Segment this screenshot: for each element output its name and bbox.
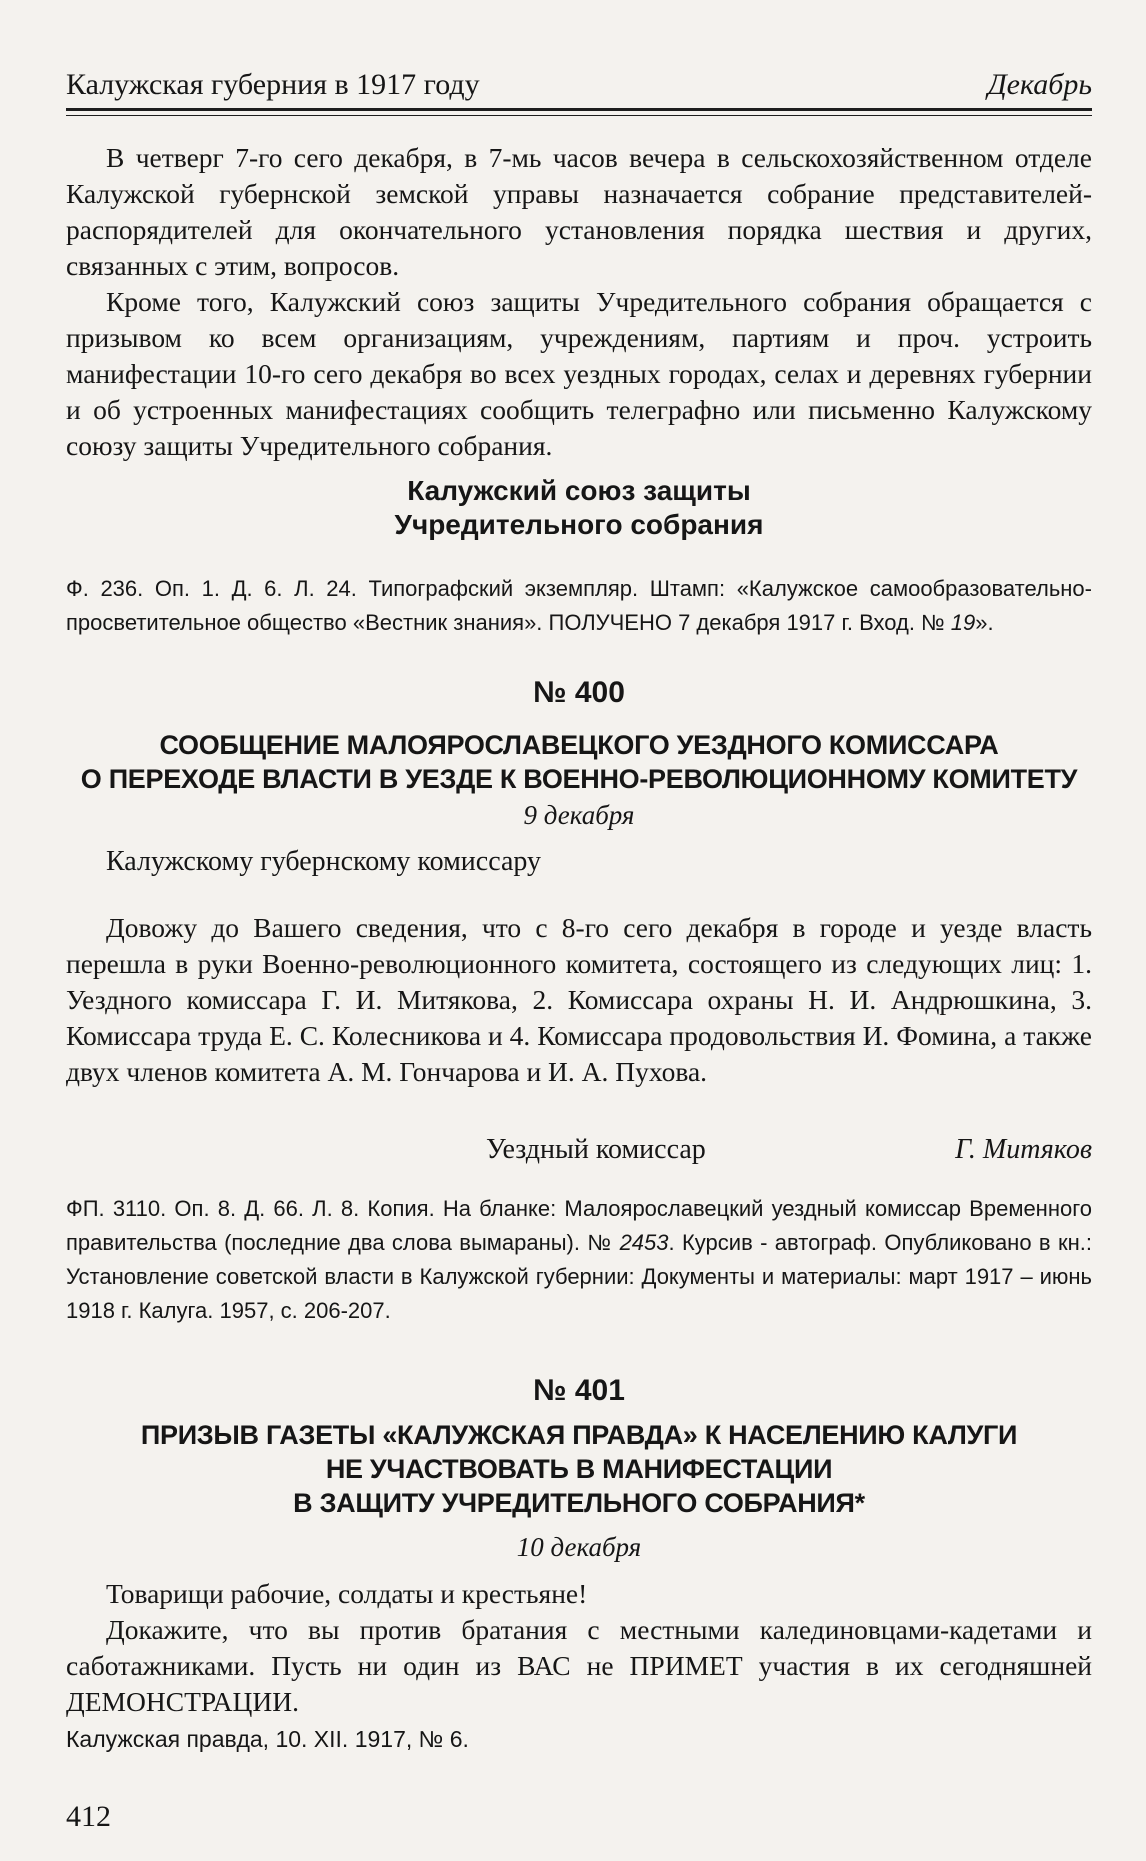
- signature-line-1: Калужский союз защиты: [407, 475, 751, 506]
- archive-text: ФП. 3110. Оп. 8. Д. 66. Л. 8. Копия. На бланке: Малоярославецкий уездный комиссар Временного правительства (последние два слова вымараны). №: [66, 1196, 1092, 1255]
- running-header: [66, 64, 1092, 111]
- signature-line-2: Учредительного собрания: [394, 509, 764, 540]
- doc400-number: № 400: [533, 676, 625, 709]
- doc400-signature: [66, 1134, 1092, 1170]
- doc399-paragraph-1: В четверг 7-го сего декабря, в 7-мь часов вечера в сельскохозяйственном отделе Калужской губернской земской управы назначается собрание представителей-распорядителей для окончательного установления порядка шествия и других, связанных с этим, вопросов.: [66, 142, 1092, 281]
- doc399-archive-note: [66, 572, 1092, 640]
- doc401-title-line-2: НЕ УЧАСТВОВАТЬ В МАНИФЕСТАЦИИ: [325, 1454, 833, 1484]
- doc400-title-line-2: О ПЕРЕХОДЕ ВЛАСТИ В УЕЗДЕ К ВОЕННО-РЕВОЛЮЦИОННОМУ КОМИТЕТУ: [80, 764, 1078, 794]
- signer-name: Г. Митяков: [955, 1134, 1092, 1165]
- doc401-source: Калужская правда, 10. XII. 1917, № 6.: [66, 1726, 469, 1752]
- doc400-title-line-1: СООБЩЕНИЕ МАЛОЯРОСЛАВЕЦКОГО УЕЗДНОГО КОМИССАРА: [159, 730, 999, 760]
- doc400-archive-note: [66, 1192, 1092, 1328]
- book-title: Калужская губерния в 1917 году: [66, 68, 480, 101]
- book-page: [66, 0, 1092, 1861]
- section-month: Декабрь: [987, 68, 1092, 101]
- archive-text: Ф. 236. Оп. 1. Д. 6. Л. 24. Типографский экземпляр. Штамп: «Калужское самообразовательно-просветительное общество «Вестник знания». ПОЛУЧЕНО 7 декабря 1917 г. Вход. №: [66, 576, 1092, 635]
- archive-end: . Курсив - автограф. Опубликовано в кн.: Установление советской власти в Калужской губернии: Документы и материалы: март 1917 – июнь 1918 г. Калуга. 1957, с. 206-207.: [66, 1230, 1092, 1323]
- doc400-title: [66, 728, 1092, 796]
- doc401-greeting: Товарищи рабочие, солдаты и крестьяне!: [106, 1578, 588, 1609]
- signer-role: Уездный комиссар: [486, 1134, 706, 1165]
- doc400-addressee: Калужскому губернскому комиссару: [106, 846, 542, 877]
- archive-end: ».: [975, 610, 994, 635]
- doc401-date: 10 декабря: [516, 1532, 642, 1562]
- doc401-title-line-3: В ЗАЩИТУ УЧРЕДИТЕЛЬНОГО СОБРАНИЯ*: [293, 1488, 865, 1518]
- doc401-body: Докажите, что вы против братания с местными калединовцами-кадетами и саботажниками. Пусть ни один из ВАС не ПРИМЕТ участия в их сегодняшней ДЕМОНСТРАЦИИ.: [66, 1614, 1092, 1717]
- archive-incoming-number: 19: [950, 610, 976, 635]
- doc401-title-line-1: ПРИЗЫВ ГАЗЕТЫ «КАЛУЖСКАЯ ПРАВДА» К НАСЕЛЕНИЮ КАЛУГИ: [140, 1420, 1018, 1450]
- doc401-number: № 401: [533, 1374, 625, 1407]
- doc400-date: 9 декабря: [523, 800, 635, 830]
- archive-blank-number: 2453: [619, 1230, 669, 1255]
- doc400-body: Довожу до Вашего сведения, что с 8-го сего декабря в городе и уезде власть перешла в руки Военно-революционного комитета, состоящего из следующих лиц: 1. Уездного комиссара Г. И. Митякова, 2. Комиссара охраны Н. И. Андрюшкина, 3. Комиссара труда Е. С. Колесникова и 4. Комиссара продовольствия И. Фомина, а также двух членов комитета А. М. Гончарова и И. А. Пухова.: [66, 912, 1092, 1087]
- doc399-signature: [66, 474, 1092, 542]
- page-number: 412: [66, 1800, 111, 1833]
- doc399-paragraph-2: Кроме того, Калужский союз защиты Учредительного собрания обращается с призывом ко всем организациям, учреждениям, партиям и проч. устроить манифестации 10-го сего декабря во всех уездных городах, селах и деревнях губернии и об устроенных манифестациях сообщить телеграфно или письменно Калужскому союзу защиты Учредительного собрания.: [66, 286, 1092, 461]
- doc401-title: [66, 1418, 1092, 1520]
